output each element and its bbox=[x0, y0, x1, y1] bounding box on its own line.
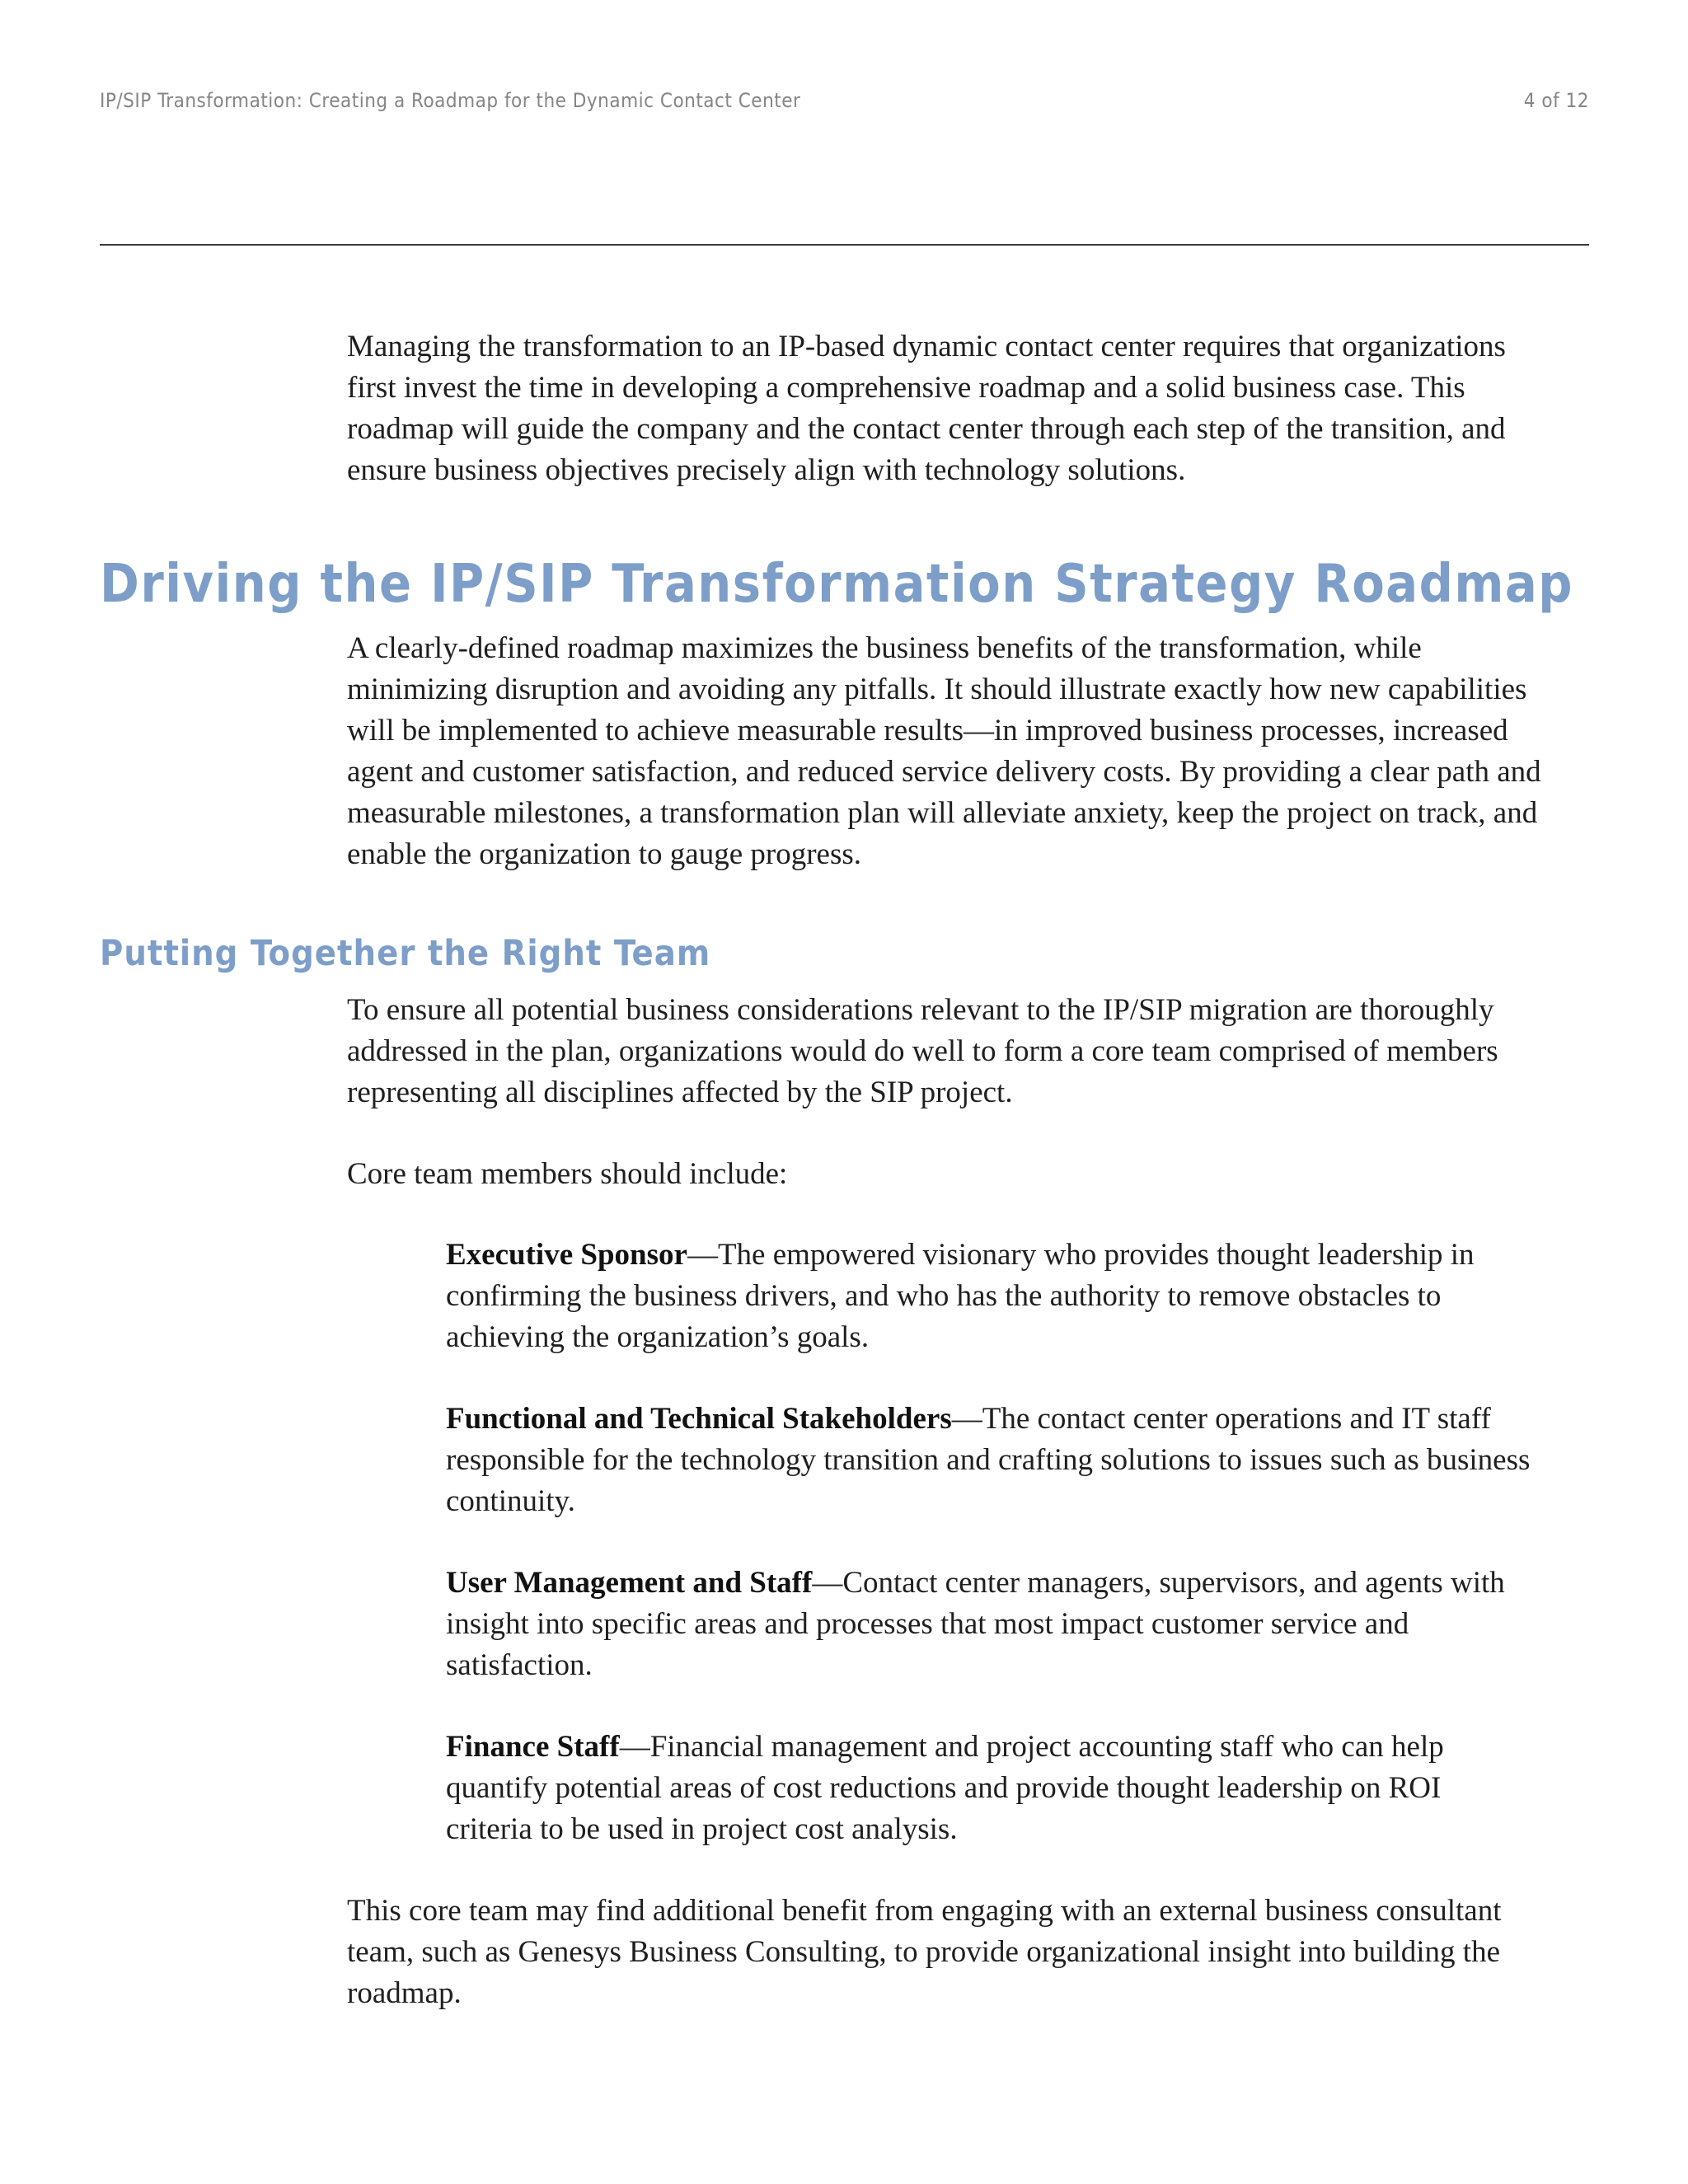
team-member-title: Finance Staff bbox=[446, 1730, 620, 1764]
closing-paragraph: This core team may find additional benefit from engaging with an external business consultant team, such as Genesys Business Consulting, to provide organizational insight into building the roadmap. bbox=[347, 1894, 1502, 2010]
header-divider bbox=[100, 244, 1589, 246]
team-member-title: Executive Sponsor bbox=[446, 1238, 687, 1272]
team-member-item bbox=[446, 1235, 1534, 1358]
team-lead-in: Core team members should include: bbox=[347, 1157, 788, 1191]
team-member-description: —Contact center managers, supervisors, and agents with insight into specific areas and processes that most impact customer service and satisfaction. bbox=[446, 1566, 1505, 1682]
team-member-item bbox=[446, 1563, 1534, 1686]
team-paragraph: To ensure all potential business considerations relevant to the IP/SIP migration are thoroughly addressed in the plan, organizations would do well to form a core team comprised of members representing all disciplines affected by the SIP project. bbox=[347, 993, 1498, 1109]
team-member-item bbox=[446, 1727, 1534, 1850]
page-number: 4 of 12 bbox=[1523, 89, 1589, 112]
team-member-title: User Management and Staff bbox=[446, 1566, 813, 1600]
team-member-title: Functional and Technical Stakeholders bbox=[446, 1402, 952, 1436]
roadmap-paragraph: A clearly-defined roadmap maximizes the business benefits of the transformation, while minimizing disruption and avoiding any pitfalls. It should illustrate exactly how new capabilities will be implemented to achieve measurable results—in improved business processes, increased agent and customer satisfaction, and reduced service delivery costs. By providing a clear path and measurable milestones, a transformation plan will alleviate anxiety, keep the project on track, and enable the organization to gauge progress. bbox=[347, 631, 1541, 871]
team-member-description: —The empowered visionary who provides thought leadership in confirming the business drivers, and who has the authority to remove obstacles to achieving the organization’s goals. bbox=[446, 1238, 1475, 1354]
team-member-item bbox=[446, 1399, 1534, 1522]
team-member-description: —Financial management and project accounting staff who can help quantify potential areas of cost reductions and provide thought leadership on ROI criteria to be used in project cost analysis. bbox=[446, 1730, 1444, 1846]
team-member-description: —The contact center operations and IT staff responsible for the technology transition and crafting solutions to issues such as business continuity. bbox=[446, 1402, 1531, 1518]
section-heading-roadmap: Driving the IP/SIP Transformation Strategy Roadmap bbox=[100, 554, 1573, 615]
section-heading-team: Putting Together the Right Team bbox=[100, 933, 711, 974]
intro-paragraph: Managing the transformation to an IP-based dynamic contact center requires that organizations first invest the time in developing a comprehensive roadmap and a solid business case. This roadmap will guide the company and the contact center through each step of the transition, and ensure business objectives precisely align with technology solutions. bbox=[347, 330, 1506, 487]
document-header-title: IP/SIP Transformation: Creating a Roadmap for the Dynamic Contact Center bbox=[100, 89, 801, 112]
